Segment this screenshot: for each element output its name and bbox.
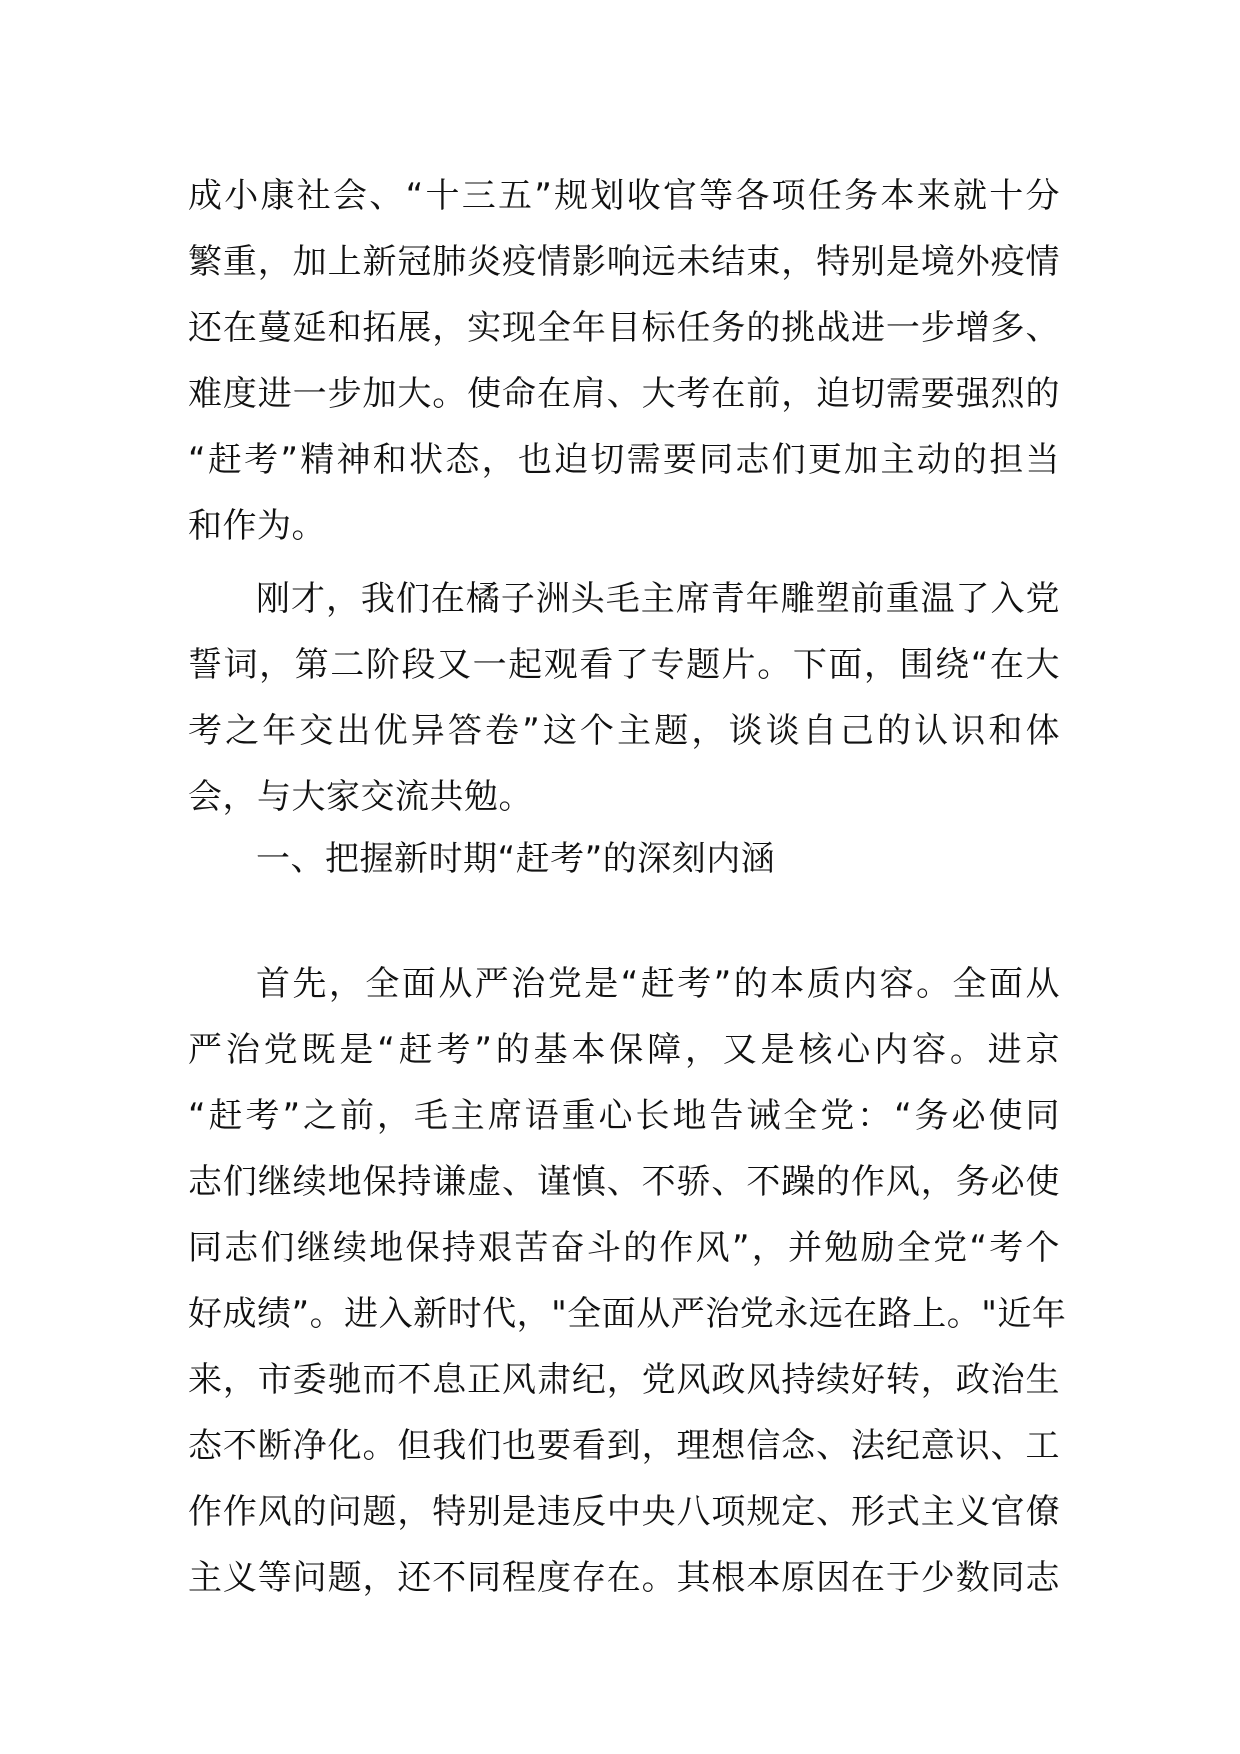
heading-text: 一、把握新时期“赶考”的深刻内涵 [256,839,776,879]
text-line: “赶考”精神和状态，也迫切需要同志们更加主动的担当 [188,440,1060,480]
text-line: 作作风的问题，特别是违反中央八项规定、形式主义官僚 [188,1492,1060,1532]
paragraph-continuation [188,163,1060,559]
text-line: 还在蔓延和拓展，实现全年目标任务的挑战进一步增多、 [188,308,1060,348]
text-line: 繁重，加上新冠肺炎疫情影响远未结束，特别是境外疫情 [188,242,1060,282]
text-line: 严治党既是“赶考”的基本保障，又是核心内容。进京 [188,1030,1060,1070]
text-line: 志们继续地保持谦虚、谨慎、不骄、不躁的作风，务必使 [188,1162,1060,1202]
text-line: 和作为。 [188,506,326,546]
text-line: 成小康社会、“十三五”规划收官等各项任务本来就十分 [188,176,1060,216]
text-line: 来，市委驰而不息正风肃纪，党风政风持续好转，政治生 [188,1360,1060,1400]
text-line: 态不断净化。但我们也要看到，理想信念、法纪意识、工 [188,1426,1060,1466]
text-line: 会，与大家交流共勉。 [188,777,533,817]
text-line: 好成绩”。进入新时代，"全面从严治党永远在路上。"近年 [188,1294,1067,1334]
text-line: 誓词，第二阶段又一起观看了专题片。下面，围绕“在大 [188,645,1060,685]
paragraph-introduction [188,566,1060,830]
text-line: 同志们继续地保持艰苦奋斗的作风”，并勉励全党“考个 [188,1228,1060,1268]
section-heading [188,826,1060,892]
text-line: 考之年交出优异答卷”这个主题，谈谈自己的认识和体 [188,711,1060,751]
text-line: 首先，全面从严治党是“赶考”的本质内容。全面从 [256,964,1060,1004]
text-line: 刚才，我们在橘子洲头毛主席青年雕塑前重温了入党 [256,579,1060,619]
paragraph-body [188,951,1067,1611]
text-line: 主义等问题，还不同程度存在。其根本原因在于少数同志 [188,1558,1060,1598]
text-line: “赶考”之前，毛主席语重心长地告诫全党：“务必使同 [188,1096,1060,1136]
text-line: 难度进一步加大。使命在肩、大考在前，迫切需要强烈的 [188,374,1060,414]
